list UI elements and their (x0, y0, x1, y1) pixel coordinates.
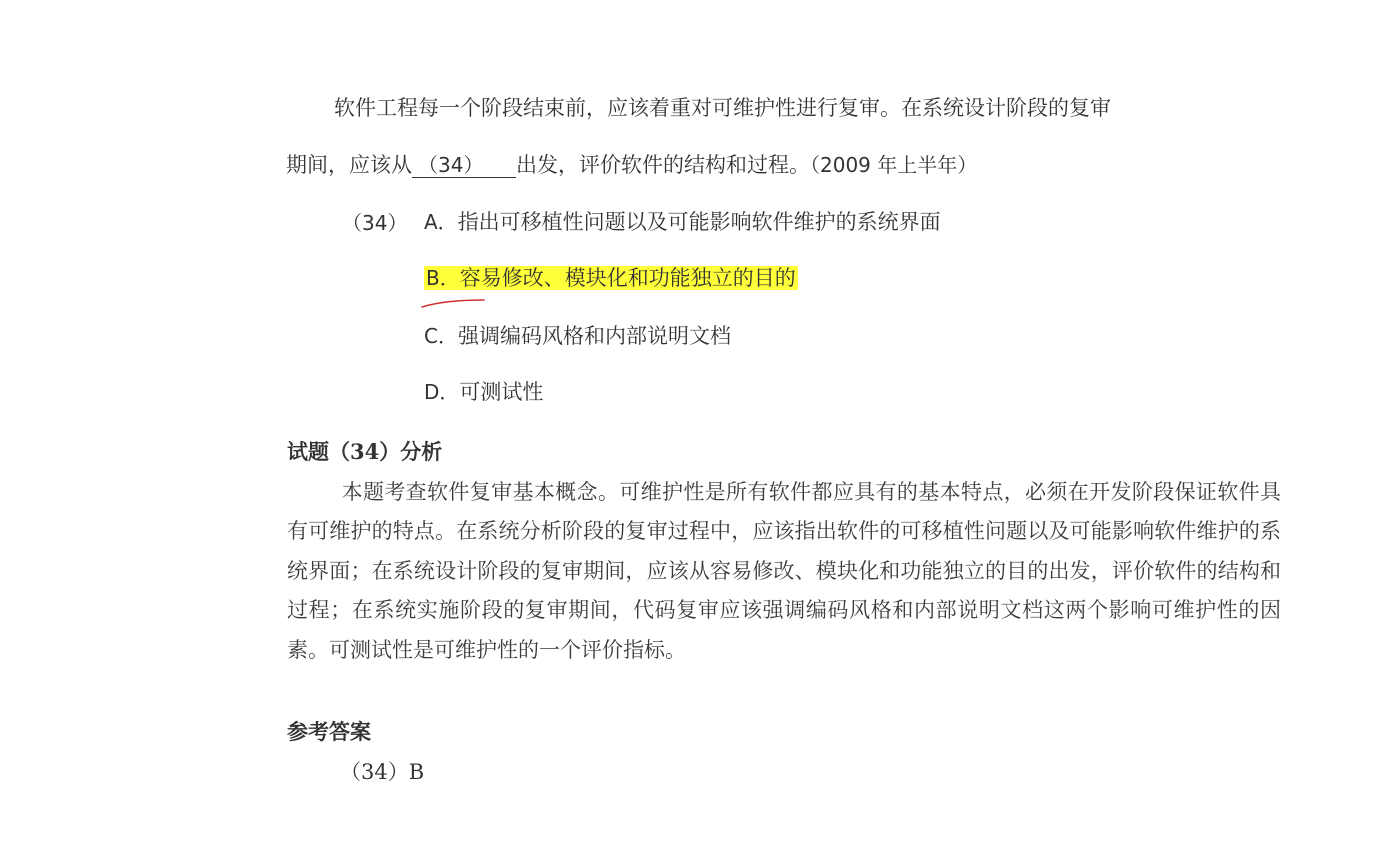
option-c-letter: C． (424, 324, 458, 348)
question-blank: （34） (412, 153, 516, 178)
option-b (424, 262, 798, 292)
option-b-text: 容易修改、模块化和功能独立的目的 (459, 266, 796, 290)
answer-heading: 参考答案 (287, 719, 371, 744)
analysis-body: 本题考查软件复审基本概念。可维护性是所有软件都应具有的基本特点，必须在开发阶段保证软件具有可维护的特点。在系统分析阶段的复审过程中，应该指出软件的可移植性问题以及可能影响软件维护的系统界面；在系统设计阶段的复审期间，应该从容易修改、模块化和功能独立的目的出发，评价软件的结构和过程；在系统实施阶段的复审期间，代码复审应该强调编码风格和内部说明文档这两个影响可维护性的因素。可测试性是可维护性的一个评价指标。 (287, 480, 1281, 662)
question-year: （2009 年上半年） (810, 153, 978, 177)
option-a (424, 206, 941, 236)
question-number: （34） (342, 211, 408, 235)
option-c-text: 强调编码风格和内部说明文档 (457, 324, 731, 348)
option-a-letter: A． (424, 210, 458, 234)
answer-value: （34）B (340, 760, 425, 784)
option-d-letter: D． (424, 380, 460, 404)
option-c (424, 320, 731, 350)
question-text-after-blank: 出发，评价软件的结构和过程。 (516, 153, 810, 177)
analysis-heading: 试题（34）分析 (287, 439, 443, 464)
option-b-highlight (424, 266, 798, 290)
option-d (424, 376, 543, 406)
option-a-text: 指出可移植性问题以及可能影响软件维护的系统界面 (457, 210, 941, 234)
option-d-text: 可测试性 (459, 380, 544, 404)
question-line-1: 软件工程每一个阶段结束前，应该着重对可维护性进行复审。在系统设计阶段的复审 (334, 96, 1111, 120)
question-text-before-blank: 期间，应该从 (286, 153, 412, 177)
red-underline-mark (420, 296, 490, 310)
option-b-letter: B． (426, 266, 460, 290)
question-line-2 (286, 149, 977, 179)
